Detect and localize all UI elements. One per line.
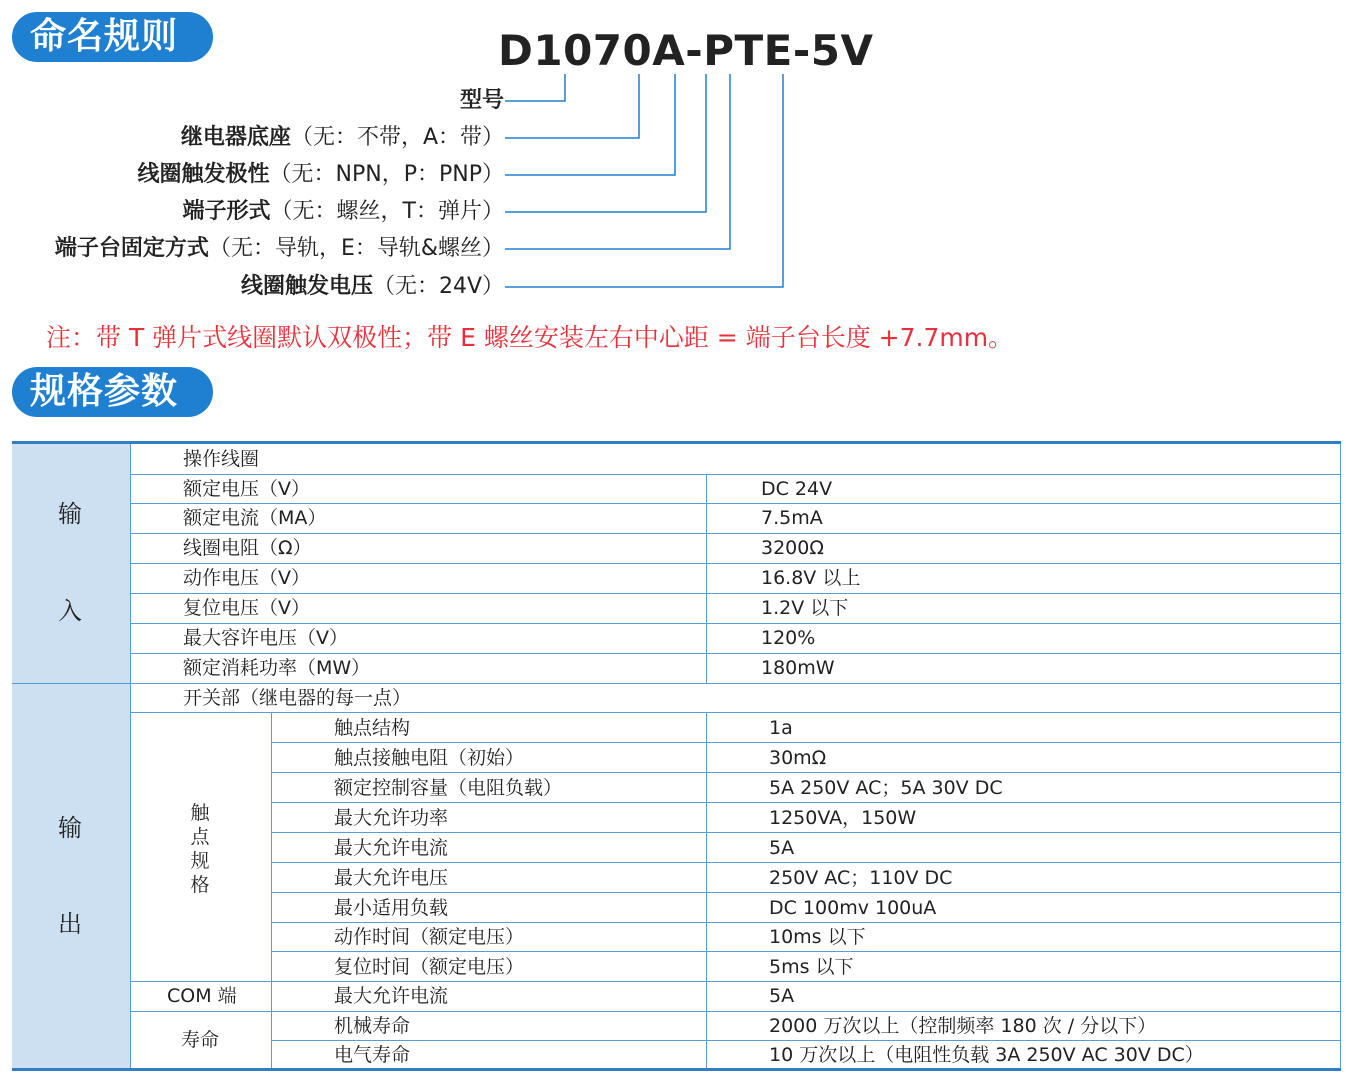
input-value: 16.8V 以上 <box>761 567 861 589</box>
input-param: 线圈电阻（Ω） <box>183 537 312 559</box>
contact-value: 1a <box>769 717 793 739</box>
contact-param: 复位时间（额定电压） <box>334 956 525 978</box>
leader-line-base <box>505 74 639 138</box>
contact-value: 250V AC；110V DC <box>769 867 953 889</box>
life-label: 寿命 <box>181 1029 220 1051</box>
leader-line-model <box>505 74 565 101</box>
input-param: 额定消耗功率（MW） <box>183 657 371 679</box>
group-label-output-1: 输 <box>58 814 82 842</box>
contact-value: DC 100mv 100uA <box>769 897 937 919</box>
contact-param: 最大允许功率 <box>334 807 449 829</box>
leader-line-voltage <box>505 74 783 287</box>
model-code: D1070A-PTE-5V <box>498 26 874 75</box>
life-value: 10 万次以上（电阻性负载 3A 250V AC 30V DC） <box>769 1044 1204 1066</box>
leader-line-terminal <box>505 74 706 212</box>
input-value: 7.5mA <box>761 507 823 529</box>
input-value: 180mW <box>761 657 835 679</box>
com-param: 最大允许电流 <box>334 985 449 1007</box>
section-title-spec: 规格参数 <box>12 367 213 417</box>
contact-value: 10ms 以下 <box>769 926 866 948</box>
contact-value: 5ms 以下 <box>769 956 854 978</box>
naming-label-base: 继电器底座（无：不带，A：带） <box>180 125 504 150</box>
naming-label-terminal: 端子形式（无：螺丝，T：弹片） <box>182 199 504 224</box>
life-param: 电气寿命 <box>334 1044 411 1066</box>
contact-spec-label-4: 格 <box>190 874 210 896</box>
naming-label-polarity: 线圈触发极性（无：NPN，P：PNP） <box>137 162 504 187</box>
contact-spec-label-1: 触 <box>190 802 210 824</box>
input-value: DC 24V <box>761 478 833 500</box>
com-value: 5A <box>769 985 795 1007</box>
life-param: 机械寿命 <box>334 1015 411 1037</box>
contact-value: 1250VA，150W <box>769 807 917 829</box>
naming-note: 注：带 T 弹片式线圈默认双极性；带 E 螺丝安装左右中心距 = 端子台长度 +7.7mm。 <box>46 323 1014 352</box>
input-param: 最大容许电压（V） <box>183 627 348 649</box>
contact-value: 30mΩ <box>769 747 827 769</box>
group-label-output-2: 出 <box>58 910 82 938</box>
contact-param: 最大允许电流 <box>334 837 449 859</box>
contact-spec-label-3: 规 <box>190 850 210 872</box>
contact-param: 额定控制容量（电阻负载） <box>334 777 563 799</box>
input-param: 额定电压（V） <box>183 478 310 500</box>
contact-value: 5A <box>769 837 795 859</box>
input-value: 1.2V 以下 <box>761 597 849 619</box>
contact-spec-label-2: 点 <box>190 826 210 848</box>
input-header: 操作线圈 <box>183 448 260 470</box>
contact-param: 最大允许电压 <box>334 867 449 889</box>
input-value: 3200Ω <box>761 537 824 559</box>
output-header: 开关部（继电器的每一点） <box>183 687 412 709</box>
com-label: COM 端 <box>167 985 237 1007</box>
group-label-input-2: 入 <box>58 597 82 625</box>
input-param: 动作电压（V） <box>183 567 310 589</box>
contact-param: 触点结构 <box>334 717 411 739</box>
spec-table <box>12 441 1341 1071</box>
naming-label-model: 型号 <box>459 88 504 113</box>
naming-label-voltage: 线圈触发电压（无：24V） <box>240 274 504 299</box>
input-value: 120% <box>761 627 816 649</box>
contact-value: 5A 250V AC；5A 30V DC <box>769 777 1003 799</box>
contact-param: 动作时间（额定电压） <box>334 926 525 948</box>
life-value: 2000 万次以上（控制频率 180 次 / 分以下） <box>769 1015 1157 1037</box>
contact-param: 最小适用负载 <box>334 897 449 919</box>
input-param: 额定电流（MA） <box>183 507 327 529</box>
leader-line-polarity <box>505 74 675 175</box>
section-title-naming: 命名规则 <box>12 12 213 62</box>
naming-label-mount: 端子台固定方式（无：导轨，E：导轨&螺丝） <box>54 236 504 261</box>
contact-param: 触点接触电阻（初始） <box>334 747 525 769</box>
group-column-bg <box>12 444 130 1068</box>
group-label-input-1: 输 <box>58 500 82 528</box>
input-param: 复位电压（V） <box>183 597 310 619</box>
